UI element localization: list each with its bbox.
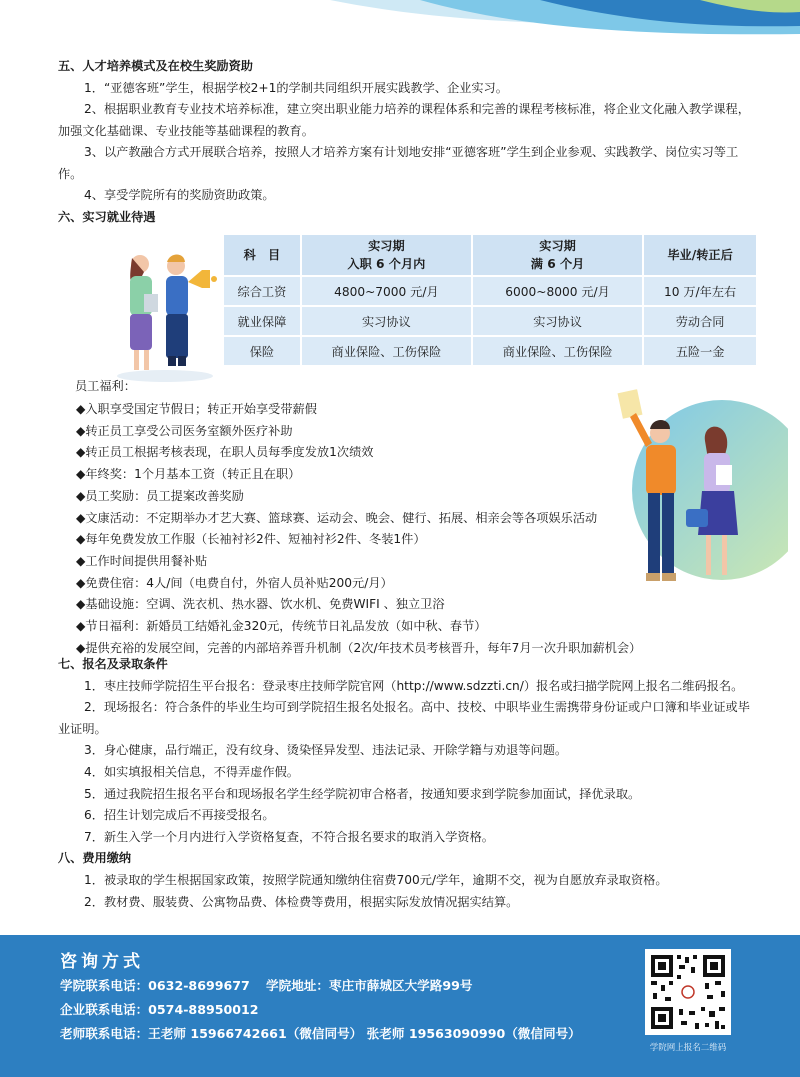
header-text: 科 目 [243, 248, 281, 262]
internship-treatment-table [222, 233, 758, 367]
table-cell: 4800~7000 元/月 [301, 276, 472, 306]
section-7-item: 2．现场报名：符合条件的毕业生均可到学院招生报名处报名。高中、技校、中职毕业生需携带身份证或户口簿和毕业证或毕业证明。 [58, 700, 750, 736]
welfare-item: ◆提供充裕的发展空间，完善的内部培养晋升机制（2次/年技术员考核晋升，每年7月一次升职加薪机会） [76, 640, 642, 655]
registration-qr-code[interactable] [645, 949, 731, 1035]
table-cell: 商业保险、工伤保险 [472, 336, 643, 366]
welfare-item: ◆文康活动：不定期举办才艺大赛、篮球赛、运动会、晚会、健行、拓展、相亲会等各项娱乐活动 [76, 510, 598, 525]
table-cell: 综合工资 [223, 276, 301, 306]
table-row [223, 306, 757, 336]
table-cell: 6000~8000 元/月 [472, 276, 643, 306]
welfare-item: ◆员工奖励：员工提案改善奖励 [76, 488, 244, 503]
section-7-title: 七、报名及录取条件 [58, 657, 168, 671]
section-7-item: 1．枣庄技师学院招生平台报名：登录枣庄技师学院官网（http://www.sdzzti.cn/）报名或扫描学院网上报名二维码报名。 [84, 678, 744, 693]
section-7-8 [58, 654, 758, 913]
table-cell: 商业保险、工伤保险 [301, 336, 472, 366]
teacher-phone: 老师联系电话：王老师 15966742661（微信同号） 张老师 19563090990（微信同号） [60, 1026, 581, 1041]
section-5 [58, 56, 758, 228]
section-8-item: 2．教材费、服装费、公寓物品费、体检费等费用，根据实际发放情况据实结算。 [84, 894, 519, 909]
header-text: 实习期 [368, 239, 405, 253]
section-8-title: 八、费用缴纳 [58, 851, 132, 866]
welfare-item: ◆转正员工享受公司医务室额外医疗补助 [76, 423, 293, 438]
section-6-title: 六、实习就业待遇 [58, 209, 156, 224]
footer-title: 咨询方式 [60, 952, 144, 972]
header-text: 入职 6 个月内 [347, 257, 426, 271]
header-text: 满 6 个月 [530, 257, 585, 271]
table-header-cell [643, 234, 757, 276]
college-address: 学院地址：枣庄市薛城区大学路99号 [266, 978, 473, 993]
table-cell: 实习协议 [301, 306, 472, 336]
section-7-item: 4．如实填报相关信息，不得弄虚作假。 [84, 764, 299, 779]
welfare-item: ◆节日福利：新婚员工结婚礼金320元，传统节日礼品发放（如中秋、春节） [76, 619, 487, 634]
welfare-title: 员工福利： [75, 379, 136, 393]
welfare-list [76, 399, 676, 659]
welfare-item: ◆转正员工根据考核表现，在职人员每季度发放1次绩效 [76, 445, 374, 460]
table-cell: 实习协议 [472, 306, 643, 336]
welfare-item: ◆免费住宿：4人/间（电费自付，外宿人员补贴200元/月） [76, 575, 393, 590]
section-8-item: 1．被录取的学生根据国家政策，按照学院通知缴纳住宿费700元/学年，逾期不交，视为自愿放弃录取资格。 [84, 872, 668, 887]
table-cell: 五险一金 [643, 336, 757, 366]
section-7-item: 3．身心健康，品行端正，没有纹身、烫染怪异发型、违法记录、开除学籍与劝退等问题。 [84, 743, 568, 758]
people-megaphone-illustration [110, 244, 220, 384]
table-header-cell [223, 234, 301, 276]
section-5-item: 2、根据职业教育专业技术培养标准，建立突出职业能力培养的课程体系和完善的课程考核标准，将企业文化融入教学课程，加强文化基础课、专业技能等基础课程的教育。 [58, 102, 750, 138]
table-row [223, 276, 757, 306]
table-header-cell [472, 234, 643, 276]
section-5-title: 五、人才培养模式及在校生奖励资助 [58, 59, 253, 73]
table-cell: 10 万/年左右 [643, 276, 757, 306]
college-phone: 学院联系电话：0632-8699677 [60, 978, 250, 993]
section-5-item: 4、享受学院所有的奖励资助政策。 [84, 188, 275, 202]
table-cell: 保险 [223, 336, 301, 366]
welfare-item: ◆基础设施：空调、洗衣机、热水器、饮水机、免费WIFI 、独立卫浴 [76, 597, 445, 612]
table-row [223, 336, 757, 366]
welfare-item: ◆工作时间提供用餐补贴 [76, 553, 208, 568]
table-cell: 劳动合同 [643, 306, 757, 336]
section-7-item: 6．招生计划完成后不再接受报名。 [84, 808, 275, 823]
table-header-cell [301, 234, 472, 276]
welfare-item: ◆入职享受国定节假日；转正开始享受带薪假 [76, 402, 317, 416]
section-5-item: 3、以产教融合方式开展联合培养，按照人才培养方案有计划地安排“亚德客班”学生到企业参观、实践教学、岗位实习等工作。 [58, 145, 739, 181]
company-phone: 企业联系电话：0574-88950012 [60, 1002, 259, 1017]
qr-caption: 学院网上报名二维码 [649, 1043, 727, 1053]
section-7-item: 7．新生入学一个月内进行入学资格复查，不符合报名要求的取消入学资格。 [84, 829, 494, 844]
table-cell: 就业保障 [223, 306, 301, 336]
table-header-row [223, 234, 757, 276]
contact-footer [0, 935, 800, 1077]
section-5-item: 1．“亚德客班”学生，根据学校2+1的学制共同组织开展实践教学、企业实习。 [84, 80, 508, 95]
header-text: 毕业/转正后 [667, 248, 733, 262]
section-7-item: 5．通过我院招生报名平台和现场报名学生经学院初审合格者，按通知要求到学院参加面试，择优录取。 [84, 786, 641, 801]
welfare-item: ◆年终奖：1个月基本工资（转正且在职） [76, 467, 301, 482]
header-text: 实习期 [539, 239, 576, 253]
welfare-item: ◆每年免费发放工作服（长袖衬衫2件、短袖衬衫2件、冬装1件） [76, 532, 426, 547]
